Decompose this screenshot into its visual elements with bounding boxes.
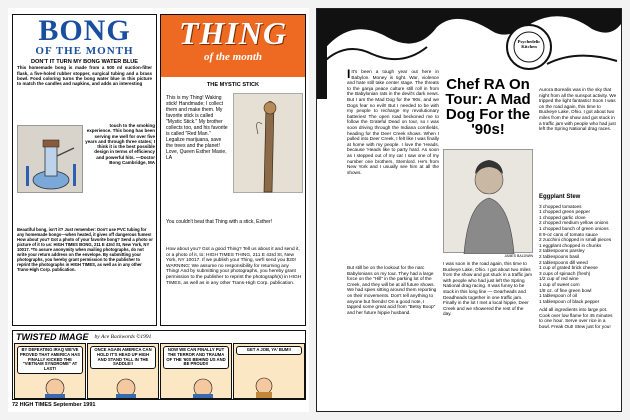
article-column-2: I was soon in the road again, this time to Buckeye Lake, Ohio. I got about two miles from the show and got stuck in a traffic jam with people who had just left the Spring National drag racing. It was funny to be stuck in this long line — Gearheads and Deadheads together in one traffic jam. Finally in the lot I met a local hippie, Deer Creek and we showered the rest of the day. — [443, 261, 533, 317]
comic-header — [13, 331, 305, 342]
ingredient-item: 1/8 oz. of fine green bowl — [539, 287, 592, 293]
thing-answer: You couldn't beat that Thing with a stick, Esther! — [166, 219, 273, 225]
twisted-image-comic — [12, 330, 306, 400]
chef-ra-photo — [443, 149, 533, 253]
ingredient-item: 3 chopped tomatoes — [539, 203, 582, 209]
article-column-3: Aurora Borealis was in the sky that night from all the sunspot activity. We tripped the light fantastic! Soon I was on the road again, this time to Buckeye Lake, Ohio. I got about two miles from the show and got stuck in a traffic jam with people who had just left the Spring National drag races. — [539, 87, 617, 132]
bong-kicker: DON'T IT TURN MY BONG WATER BLUE — [30, 59, 139, 65]
comic-panel — [160, 343, 232, 399]
ingredient-item: 1/2 cup of red wine — [539, 276, 579, 282]
ingredient-item: 2 zucchini chopped in small pieces — [539, 237, 612, 243]
ingredient-item: 1 cup of grated brick cheese — [539, 265, 598, 271]
ingredient-item: 1 chopped garlic clove — [539, 214, 586, 220]
walking-stick-photo — [233, 93, 303, 193]
bong-body: This homemade bong is made from a 500 ml suction-filter flask, a five-holed rubber stopper, surgical tubing and a brass bowl. Food coloring turns the bong water blue in this picture to match the candles and napkins, and adds an interesting — [17, 65, 152, 87]
recipe-title: Eggplant Stew — [539, 194, 581, 200]
speech-balloon: BY DEFEATING IRAQ WE'VE PROVED THAT AMERICA HAS FINALLY KICKED THE "VIETNAM SYNDROME" AT LAST! — [17, 346, 83, 374]
recipe-box — [539, 195, 617, 330]
drop-cap: I — [347, 67, 351, 81]
thing-footer: How about you? Got a good Thing? Tell us about it and send it, or a photo of it, to: HIGH TIMES THING, 211 E 43rd St, New York, NY 10017. If we publish your Thing, we'll send you $20! WARNING: We assume no responsibility for returning any Thing! And by submitting your photographs, you hereby grant permission to the publisher to reprint the photograph(s) in HIGH TIMES, as well as in any other Trans-High Corp. publication. — [166, 247, 302, 286]
thing-name: THE MYSTIC STICK — [206, 82, 260, 88]
ingredient-list — [539, 204, 617, 305]
speech-balloon: ONCE AGAIN AMERICA CAN HOLD IT'S HEAD UP HIGH AND STAND TALL IN THE SADDLE!! — [90, 346, 156, 369]
ingredient-item: 1 cup of sweet corn — [539, 281, 580, 287]
right-page — [316, 8, 622, 412]
ingredient-item: 2 tablespoons basil — [539, 253, 580, 259]
comic-title: TWISTED IMAGE — [16, 331, 89, 342]
thing-subtitle: of the month — [203, 51, 263, 63]
article-headline: Chef RA On Tour: A Mad Dog For the '90s! — [445, 76, 531, 138]
article-text: It's been a tough year out here in Babylon. Money is tight. War, violence and hate still take center stage. The threats to the ganja peace culture still roll in from the Babylonian rats in the devil's dark news. But I am the Mad Dog for the '90s, and we Dogs fear no evil!! But I needed to be with my people to recharge my revolutionary batteries! The open road beckoned me to follow the Grateful Dead on tour, so I was soon driving through the Indiana cornfields, heading for the Deer Creek shows. When I pulled into Deer Creek, I felt like I was finally at home with my people. I love the 'Heads, because 'Heads like to party hard. As soon as I stepped out of my car I saw one of my number one brothers, Stemlord. He's from New York and I usually see him at all the shows. — [347, 69, 439, 175]
speech-balloon: NOW WE CAN FINALLY PUT THE TERROR AND TRAUMA OF THE '60S BEHIND US AND BE PROUD!! — [163, 346, 229, 369]
ingredient-item: 1 chopped bunch of green onions — [539, 225, 609, 231]
recipe-method: Add all ingredients into large pot. Cook over low flame for 45 minutes to one hour. Serve over rice in a bowl. Freak Out! Stew just for you! — [539, 307, 613, 330]
bong-of-the-month-box — [12, 14, 157, 326]
thing-of-the-month-box — [160, 14, 306, 326]
comic-panel — [233, 343, 305, 399]
ingredient-item: 1 chopped green pepper — [539, 209, 591, 215]
ingredient-item: 2 tablespoons dill weed — [539, 259, 588, 265]
ingredient-item: 2 chopped medium yellow onions — [539, 220, 609, 226]
bong-footer: Beautiful bong, isn't it? Just remember: Don't use PVC tubing for any homemade bongs—when heated, it gives off dangerous fumes! How about you? Got a photo of your favorite bong? Send a photo or picture of it to us: HIGH TIMES BONG, 211 E 43rd St, New York, NY 10017. *To assure anonymity when mailing photographs, do not write your return address on the envelope. By submitting your photographs, you hereby grant permission to the publisher to reprint the photographs in HIGH TIMES, as well as in any other Trans-High Corp. publication. — [17, 227, 153, 272]
thing-letter: This is my Thing! Waking stick! Handmade; I collect them and make them. My favorite stick is called "Mystic Stick." My brother collects too, and his favorite is called "Red Man." Legalize marijuana, save the trees and the planet! Love, Queen Esther Maxie, LA — [166, 95, 228, 161]
page-folio: 72 HIGH TIMES September 1991 — [12, 402, 96, 408]
thing-header — [161, 15, 305, 77]
speech-balloon: GET A JOB, YA' BUM!! — [236, 346, 302, 355]
bong-body-right: touch to the smoking experience. This bong has been serving me well for over five years and through three states; I think it is the best possible design in terms of efficiency and powerful hits. —Doctor Bong Cambridge, MA — [85, 123, 155, 166]
comic-panel — [14, 343, 86, 399]
bong-title: BONG — [38, 14, 131, 47]
ingredient-item: 1 tablespoon of oil — [539, 293, 578, 299]
bong-subtitle: OF THE MONTH — [35, 45, 134, 57]
left-page — [8, 8, 309, 412]
ingredient-item: 8 9-oz cans of tomato sauce — [539, 231, 598, 237]
kitchen-logo: Psychedelic Kitchen — [517, 39, 541, 49]
comic-credit: by Ace Backwords ©1991 — [94, 333, 152, 340]
bong-photo — [17, 125, 83, 193]
ingredient-item: 3 cups of spinach (fresh) — [539, 270, 591, 276]
photo-credit: JAMES BALDWIN — [504, 254, 533, 258]
article-column-1 — [347, 69, 439, 175]
ingredient-item: 2 tablespoons parsley — [539, 248, 585, 254]
article-column-1-bottom: But still be on the lookout for the narc Babylonians on my tour. They had a large force on the "Hill" in the parking lot of the Creek, and they will be at all future shows. We had spies sitting around them reporting on their movements. Don't tell anything to anyone but friends! On a good note, I tapped some great acid from "Betsy Boop" and her future hippie husband. — [347, 265, 437, 315]
ingredient-item: 1 eggplant chopped in chunks — [539, 242, 602, 248]
comic-panel — [87, 343, 159, 399]
ingredient-item: 1 tablespoon of black pepper — [539, 298, 600, 304]
thing-title: THING — [178, 15, 288, 51]
